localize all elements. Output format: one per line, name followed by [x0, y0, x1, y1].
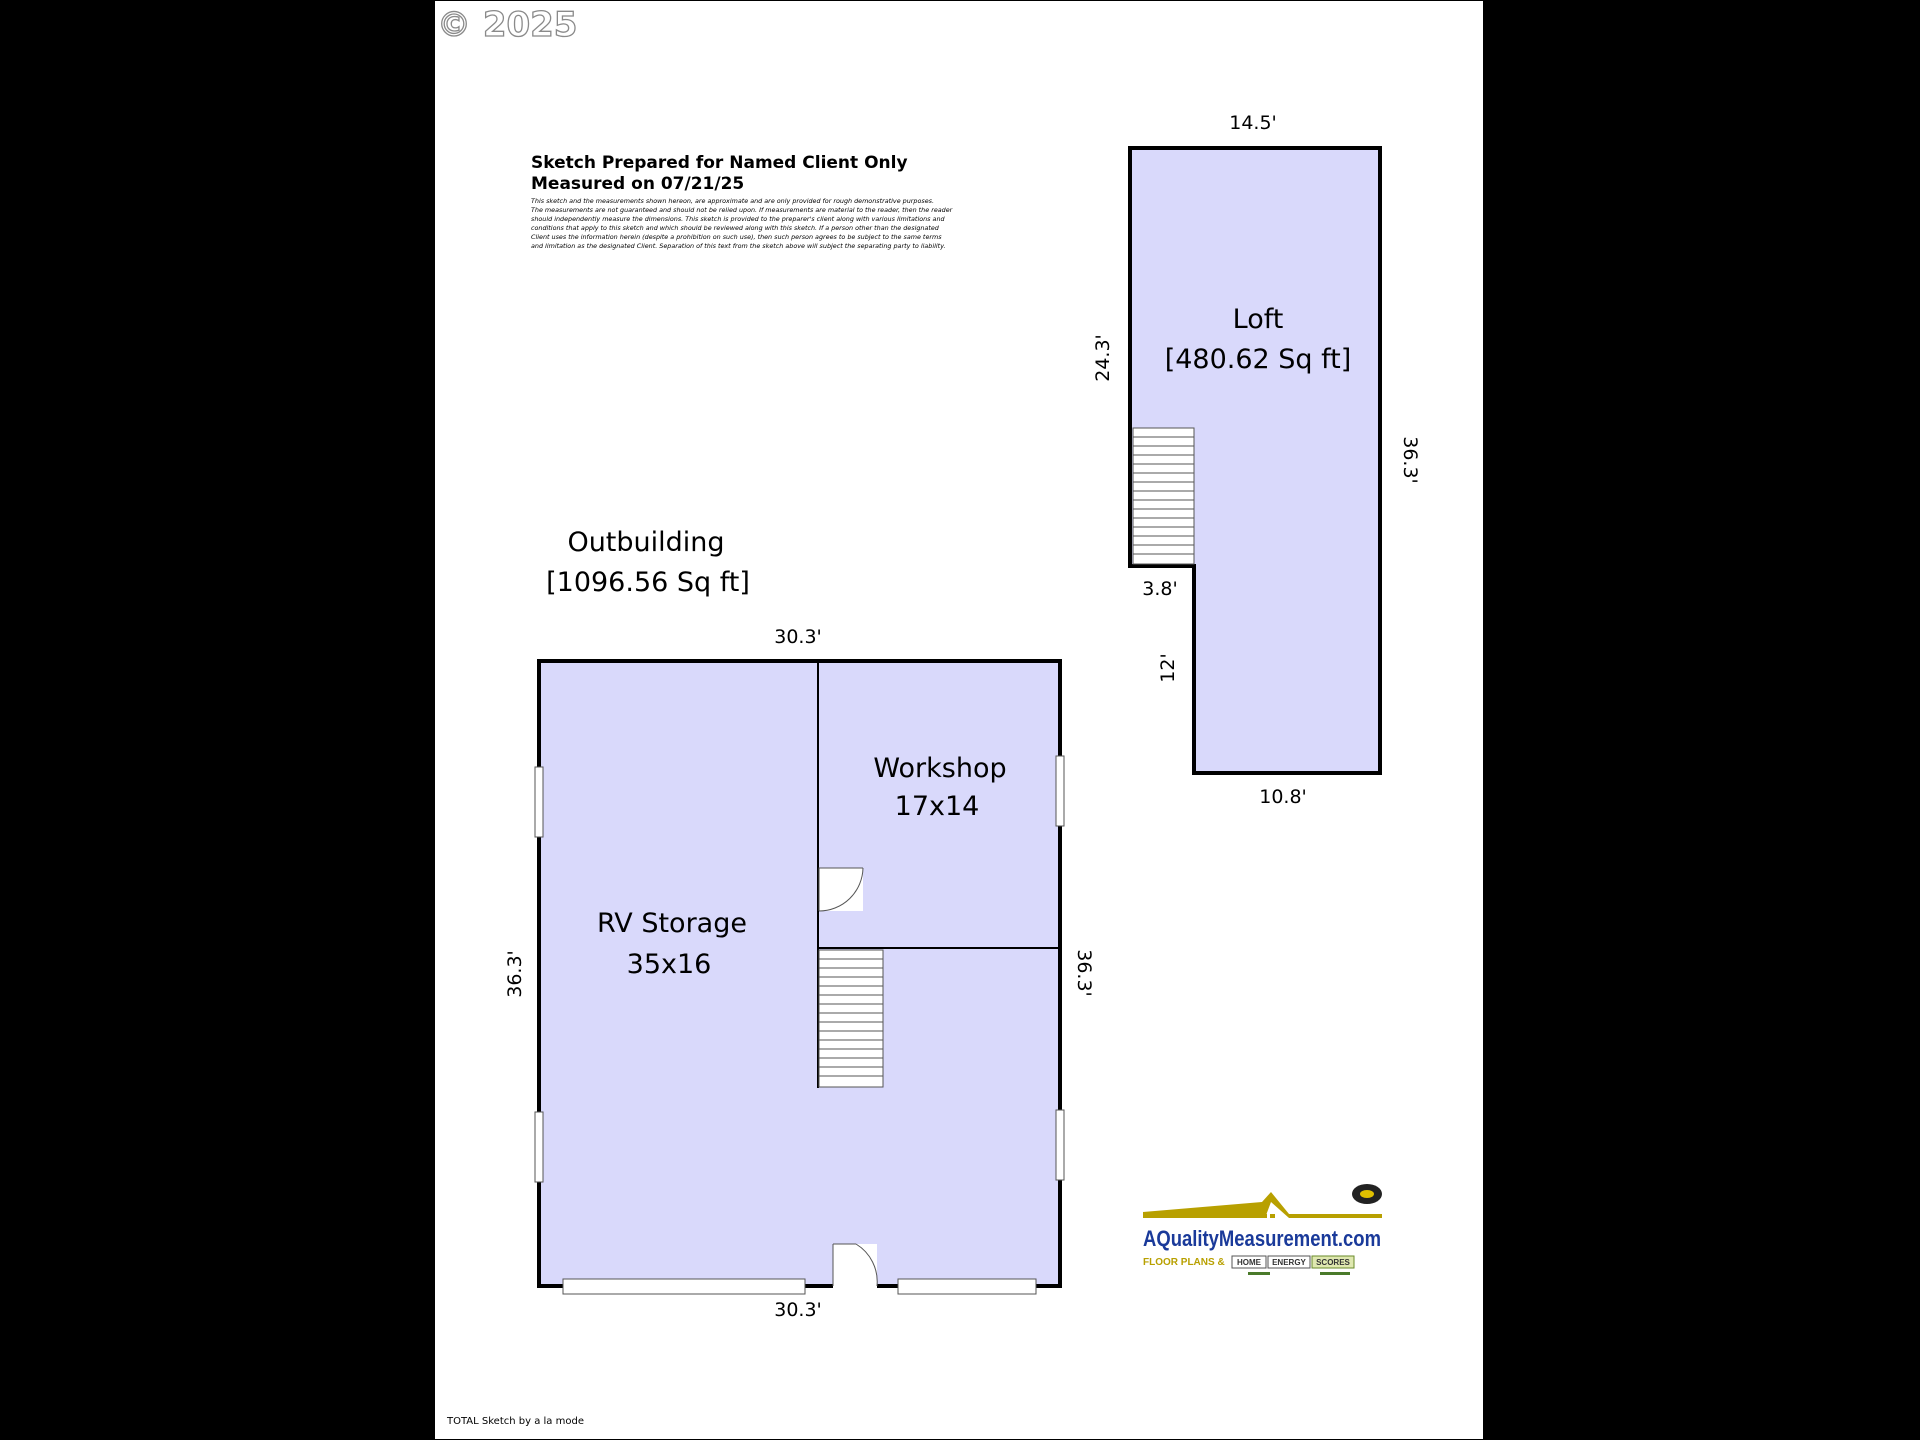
loft-name: Loft	[1232, 304, 1284, 335]
window	[1056, 756, 1064, 826]
note-title-line1: Sketch Prepared for Named Client Only	[531, 153, 908, 173]
logo-house-window-icon	[1270, 1214, 1275, 1218]
loft-dim-right: 36.3'	[1399, 436, 1421, 484]
outbuilding-stairs	[819, 950, 883, 1087]
loft-dim-left-upper: 24.3'	[1092, 334, 1114, 382]
room-size-rv-storage: 35x16	[626, 949, 712, 980]
loft-dim-left-lower: 12'	[1157, 653, 1179, 683]
disclaimer-line: conditions that apply to this sketch and which should be reviewed along with this sketch. If a person other than the designated	[531, 224, 939, 232]
logo-house-window-icon	[1262, 1214, 1267, 1218]
workshop-door	[819, 868, 863, 911]
logo-accent-bar	[1320, 1272, 1350, 1275]
disclaimer-note	[531, 153, 953, 250]
garage-door	[898, 1279, 1036, 1294]
disclaimer-line: The measurements are not guaranteed and should not be relied upon. If measurements are material to the reader, then the reader	[531, 206, 953, 214]
loft-area: [480.62 Sq ft]	[1164, 344, 1352, 375]
outbuilding-dim-top: 30.3'	[774, 626, 822, 648]
window	[1056, 1110, 1064, 1180]
garage-door	[563, 1279, 805, 1294]
loft-dim-bottom: 10.8'	[1259, 786, 1307, 808]
loft-stairs	[1133, 428, 1194, 564]
disclaimer-line: should independently measure the dimensions. This sketch is provided to the preparer's client along with various limitations and	[531, 215, 945, 223]
footer-credit: TOTAL Sketch by a la mode	[447, 1416, 584, 1427]
outbuilding-dim-bottom: 30.3'	[774, 1299, 822, 1321]
logo-accent-bar	[1248, 1272, 1270, 1275]
copyright-watermark: © 2025	[437, 5, 578, 45]
logo-box-scores-label: SCORES	[1316, 1258, 1350, 1267]
logo-sub-text: FLOOR PLANS &	[1143, 1257, 1225, 1268]
loft-dim-top: 14.5'	[1229, 112, 1277, 134]
disclaimer-line: This sketch and the measurements shown hereon, are approximate and are only provided for rough demonstrative purposes.	[531, 197, 934, 205]
room-name-workshop: Workshop	[873, 753, 1007, 784]
logo-box-home-label: HOME	[1237, 1258, 1261, 1267]
window	[535, 767, 543, 837]
room-size-workshop: 17x14	[894, 791, 980, 822]
loft-dim-step: 3.8'	[1142, 578, 1178, 600]
note-title-line2: Measured on 07/21/25	[531, 174, 745, 194]
tape-measure-center-icon	[1360, 1190, 1374, 1198]
disclaimer-line: and limitation as the designated Client. Separation of this text from the sketch above will subject the separating party to liability.	[531, 242, 946, 250]
outbuilding-area: [1096.56 Sq ft]	[546, 567, 750, 598]
room-name-rv-storage: RV Storage	[597, 908, 747, 939]
disclaimer-line: Client uses the information herein (despite a prohibition on such use), then such person agrees to be subject to the same terms	[531, 233, 942, 241]
outbuilding-dim-left: 36.3'	[504, 950, 526, 998]
logo-box-energy-label: ENERGY	[1272, 1258, 1306, 1267]
outbuilding-dim-right: 36.3'	[1073, 949, 1095, 997]
entry-door	[833, 1244, 877, 1288]
outbuilding-name: Outbuilding	[567, 527, 725, 558]
logo-main-text: AQualityMeasurement.com	[1143, 1226, 1381, 1251]
window	[535, 1112, 543, 1182]
